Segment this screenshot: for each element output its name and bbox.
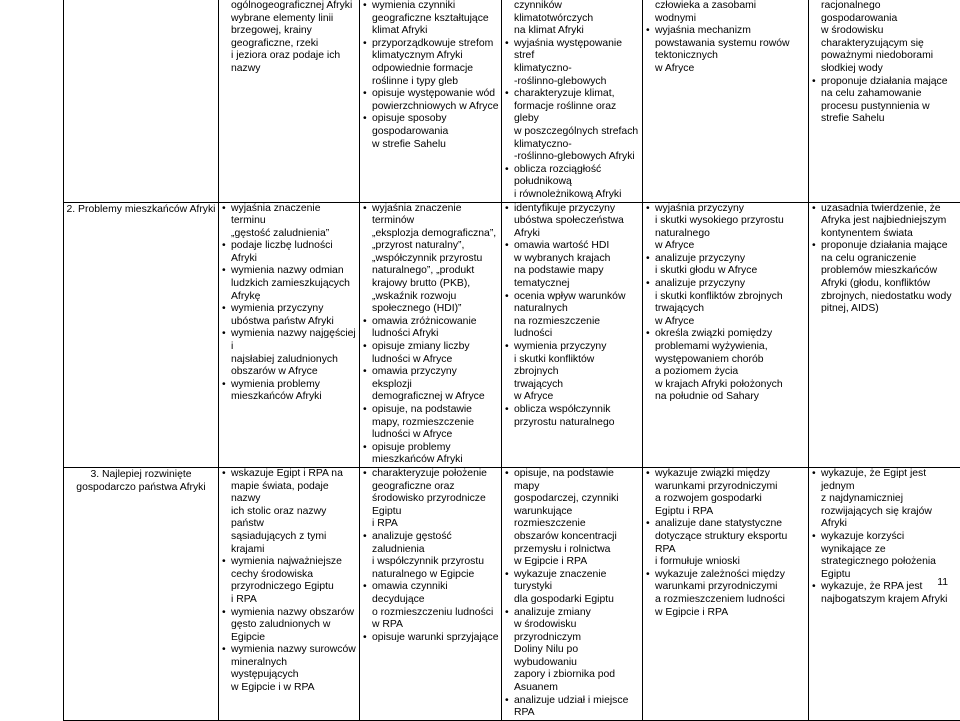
table-row: [64, 467, 960, 720]
list-item: -roślinno-glebowych Afryki: [504, 151, 640, 164]
list-item: • wymienia nazwy obszarów: [221, 607, 357, 620]
requirement-cell: [360, 467, 502, 720]
list-item: • wymienia najważniejsze: [221, 556, 357, 569]
list-item: procesu pustynnienia w: [811, 101, 958, 114]
list-item: ludności w Afryce: [362, 354, 499, 367]
list-item: problemami wyżywienia,: [645, 341, 806, 354]
list-item: mineralnych występujących: [221, 657, 357, 682]
list-item: „współczynnik przyrostu: [362, 253, 499, 266]
list-item: pitnej, AIDS): [811, 303, 958, 316]
list-item: w strefie Sahelu: [362, 139, 499, 152]
list-item: Asuanem: [504, 682, 640, 695]
list-item: formacje roślinne oraz gleby: [504, 101, 640, 126]
list-item: • proponuje działania mające: [811, 240, 958, 253]
list-item: i RPA: [362, 518, 499, 531]
requirement-cell: [643, 467, 809, 720]
list-item: i skutki wysokiego przyrostu: [645, 215, 806, 228]
list-item: naturalnego: [645, 228, 806, 241]
list-item: trwających: [645, 303, 806, 316]
list-item: problemów mieszkańców: [811, 265, 958, 278]
list-item: • oblicza rozciągłość: [504, 164, 640, 177]
list-item: strategicznego położenia: [811, 556, 958, 569]
list-item: • opisuje, na podstawie: [362, 404, 499, 417]
list-item: i współczynnik przyrostu: [362, 556, 499, 569]
table-row: [64, 202, 960, 467]
list-item: środowisko przyrodnicze: [362, 493, 499, 506]
list-item: dla gospodarki Egiptu: [504, 594, 640, 607]
list-item: • proponuje działania mające: [811, 76, 958, 89]
list-item: południkową: [504, 176, 640, 189]
list-item: Doliny Nilu po wybudowaniu: [504, 644, 640, 669]
list-item: tektonicznych: [645, 50, 806, 63]
requirement-list: [362, 0, 499, 151]
list-item: a poziomem życia: [645, 366, 806, 379]
list-item: wybrane elementy linii: [221, 13, 357, 26]
list-item: „gęstość zaludnienia”: [221, 228, 357, 241]
list-item: „eksplozja demograficzna”,: [362, 228, 499, 241]
list-item: naturalnych: [504, 303, 640, 316]
list-item: • wymienia nazwy odmian: [221, 265, 357, 278]
list-item: • wyjaśnia znaczenie terminu: [221, 203, 357, 228]
list-item: cechy środowiska: [221, 569, 357, 582]
list-item: występowaniem chorób: [645, 354, 806, 367]
list-item: i formułuje wnioski: [645, 556, 806, 569]
list-item: gospodarowania: [811, 13, 958, 26]
list-item: • omawia zróżnicowanie: [362, 316, 499, 329]
list-item: warunkami przyrodniczymi: [645, 581, 806, 594]
requirement-cell: [219, 0, 360, 202]
list-item: • charakteryzuje klimat,: [504, 88, 640, 101]
list-item: • przyporządkowuje strefom: [362, 38, 499, 51]
list-item: zapory i zbiornika pod: [504, 669, 640, 682]
list-item: na rozmieszczenie ludności: [504, 316, 640, 341]
list-item: w Egipcie i RPA: [645, 607, 806, 620]
list-item: • omawia czynniki: [362, 581, 499, 594]
list-item: słodkiej wody: [811, 63, 958, 76]
list-item: sąsiadujących z tymi krajami: [221, 531, 357, 556]
list-item: i RPA: [221, 594, 357, 607]
list-item: charakteryzującym się: [811, 38, 958, 51]
list-item: • wyjaśnia przyczyny: [645, 203, 806, 216]
requirement-cell: [502, 0, 643, 202]
list-item: naturalnego w Egipcie: [362, 569, 499, 582]
list-item: • wymienia problemy: [221, 379, 357, 392]
list-item: • wykazuje związki między: [645, 468, 806, 481]
list-item: • wyjaśnia występowanie stref: [504, 38, 640, 63]
list-item: gospodarowania: [362, 126, 499, 139]
list-item: na celu ograniczenie: [811, 253, 958, 266]
list-item: • opisuje, na podstawie mapy: [504, 468, 640, 493]
list-item: poważnymi niedoborami: [811, 50, 958, 63]
list-item: w Afryce: [504, 391, 640, 404]
table-row: [64, 0, 960, 202]
list-item: mieszkańców Afryki: [221, 391, 357, 404]
list-item: wynikające ze: [811, 544, 958, 557]
list-item: • analizuje gęstość: [362, 531, 499, 544]
requirement-list: [362, 468, 499, 644]
list-item: obszarów koncentracji: [504, 531, 640, 544]
topic-cell: [64, 0, 219, 202]
list-item: i skutki głodu w Afryce: [645, 265, 806, 278]
list-item: brzegowej, krainy: [221, 25, 357, 38]
list-item: Egiptu i RPA: [645, 506, 806, 519]
list-item: strefie Sahelu: [811, 113, 958, 126]
list-item: gospodarczej, czynniki: [504, 493, 640, 506]
requirement-list: [811, 203, 958, 316]
list-item: przemysłu i rolnictwa: [504, 544, 640, 557]
list-item: • opisuje sposoby: [362, 113, 499, 126]
list-item: ubóstwa państw Afryki: [221, 316, 357, 329]
list-item: w wybranych krajach: [504, 253, 640, 266]
list-item: RPA: [645, 544, 806, 557]
list-item: Afryki (głodu, konfliktów: [811, 278, 958, 291]
list-item: • omawia przyczyny eksplozji: [362, 366, 499, 391]
list-item: z najdynamiczniej: [811, 493, 958, 506]
list-item: na podstawie mapy: [504, 265, 640, 278]
list-item: • uzasadnia twierdzenie, że: [811, 203, 958, 216]
list-item: trwających: [504, 379, 640, 392]
list-item: • wyjaśnia znaczenie terminów: [362, 203, 499, 228]
list-item: • analizuje dane statystyczne: [645, 518, 806, 531]
list-item: w krajach Afryki położonych: [645, 379, 806, 392]
list-item: • wymienia przyczyny: [504, 341, 640, 354]
requirement-list: [645, 0, 806, 76]
list-item: racjonalnego: [811, 0, 958, 13]
list-item: geograficzne kształtujące: [362, 13, 499, 26]
list-item: klimatyczno-: [504, 63, 640, 76]
list-item: • analizuje zmiany: [504, 607, 640, 620]
requirement-cell: [360, 0, 502, 202]
requirement-list: [504, 203, 640, 430]
list-item: zaludnienia: [362, 544, 499, 557]
list-item: tematycznej: [504, 278, 640, 291]
list-item: i skutki konfliktów zbrojnych: [504, 354, 640, 379]
list-item: „wskaźnik rozwoju: [362, 291, 499, 304]
requirement-list: [504, 0, 640, 202]
requirement-cell: [502, 202, 643, 467]
list-item: krajowy brutto (PKB),: [362, 278, 499, 291]
list-item: człowieka a zasobami: [645, 0, 806, 13]
requirement-list: [645, 468, 806, 619]
requirement-cell: [809, 467, 960, 720]
list-item: kontynentem świata: [811, 228, 958, 241]
list-item: • wymienia nazwy najgęściej i: [221, 328, 357, 353]
list-item: w Afryce: [645, 316, 806, 329]
requirement-list: [362, 203, 499, 467]
requirement-cell: [809, 0, 960, 202]
list-item: Egipcie: [221, 632, 357, 645]
requirements-table: [63, 0, 960, 721]
list-item: o rozmieszczeniu ludności: [362, 607, 499, 620]
list-item: w Afryce: [645, 240, 806, 253]
list-item: • wykazuje, że RPA jest: [811, 581, 958, 594]
list-item: Afrykę: [221, 291, 357, 304]
list-item: • oblicza współczynnik: [504, 404, 640, 417]
list-item: a rozwojem gospodarki: [645, 493, 806, 506]
list-item: i jeziora oraz podaje ich: [221, 50, 357, 63]
list-item: • opisuje problemy: [362, 442, 499, 455]
list-item: przyrostu naturalnego: [504, 417, 640, 430]
list-item: • wykazuje, że Egipt jest: [811, 468, 958, 481]
requirement-list: [221, 203, 357, 405]
page-number: 11: [937, 577, 948, 590]
requirement-list: [504, 468, 640, 720]
list-item: gęsto zaludnionych w: [221, 619, 357, 632]
list-item: na celu zahamowanie: [811, 88, 958, 101]
requirement-cell: [219, 202, 360, 467]
list-item: • charakteryzuje położenie: [362, 468, 499, 481]
list-item: klimatyczno-: [504, 139, 640, 152]
list-item: • opisuje zmiany liczby: [362, 341, 499, 354]
topic-cell: [64, 202, 219, 467]
requirement-list: [811, 0, 958, 126]
topic-cell: [64, 467, 219, 720]
list-item: i równoleżnikową Afryki: [504, 189, 640, 202]
list-item: • identyfikuje przyczyny: [504, 203, 640, 216]
list-item: w Afryce: [645, 63, 806, 76]
requirement-cell: [643, 202, 809, 467]
list-item: Egiptu: [362, 506, 499, 519]
list-item: na południe od Sahary: [645, 391, 806, 404]
list-item: przyrodniczego Egiptu: [221, 581, 357, 594]
list-item: ludności Afryki: [362, 328, 499, 341]
list-item: i skutki konfliktów zbrojnych: [645, 291, 806, 304]
list-item: rozwijających się krajów: [811, 506, 958, 519]
list-item: jednym: [811, 481, 958, 494]
list-item: obszarów w Afryce: [221, 366, 357, 379]
requirement-cell: [502, 467, 643, 720]
list-item: geograficzne, rzeki: [221, 38, 357, 51]
list-item: klimat Afryki: [362, 25, 499, 38]
list-item: Afryki: [811, 518, 958, 531]
list-item: Egiptu: [811, 569, 958, 582]
list-item: geograficzne oraz: [362, 481, 499, 494]
list-item: mapy, rozmieszczenie: [362, 417, 499, 430]
list-item: mieszkańców Afryki: [362, 454, 499, 467]
list-item: • opisuje warunki sprzyjające: [362, 632, 499, 645]
list-item: • wymienia nazwy surowców: [221, 644, 357, 657]
list-item: w środowisku: [811, 25, 958, 38]
list-item: dotyczące struktury eksportu: [645, 531, 806, 544]
topic-title: 3. Najlepiej rozwinięte gospodarczo państwa Afryki: [66, 468, 216, 494]
list-item: warunkami przyrodniczymi: [645, 481, 806, 494]
list-item: odpowiednie formacje: [362, 63, 499, 76]
list-item: najbogatszym krajem Afryki: [811, 594, 958, 607]
list-item: klimatycznym Afryki: [362, 50, 499, 63]
list-item: • ocenia wpływ warunków: [504, 291, 640, 304]
list-item: na klimat Afryki: [504, 25, 640, 38]
list-item: roślinne i typy gleb: [362, 76, 499, 89]
list-item: • omawia wartość HDI: [504, 240, 640, 253]
list-item: demograficznej w Afryce: [362, 391, 499, 404]
requirement-cell: [360, 202, 502, 467]
list-item: najsłabiej zaludnionych: [221, 354, 357, 367]
requirement-list: [221, 0, 357, 76]
list-item: w Egipcie i RPA: [504, 556, 640, 569]
list-item: w Egipcie i w RPA: [221, 682, 357, 695]
list-item: powierzchniowych w Afryce: [362, 101, 499, 114]
list-item: a rozmieszczeniem ludności: [645, 594, 806, 607]
list-item: zbrojnych, niedostatku wody: [811, 291, 958, 304]
list-item: wodnymi: [645, 13, 806, 26]
list-item: naturalnego”, „produkt: [362, 265, 499, 278]
list-item: nazwy: [221, 63, 357, 76]
requirement-list: [221, 468, 357, 695]
list-item: • wskazuje Egipt i RPA na: [221, 468, 357, 481]
list-item: • wyjaśnia mechanizm: [645, 25, 806, 38]
list-item: ludności w Afryce: [362, 429, 499, 442]
list-item: warunkujące rozmieszczenie: [504, 506, 640, 531]
list-item: czynników klimatotwórczych: [504, 0, 640, 25]
requirement-list: [645, 203, 806, 405]
list-item: ubóstwa społeczeństwa Afryki: [504, 215, 640, 240]
list-item: • analizuje udział i miejsce RPA: [504, 695, 640, 720]
list-item: „przyrost naturalny”,: [362, 240, 499, 253]
list-item: • opisuje występowanie wód: [362, 88, 499, 101]
list-item: decydujące: [362, 594, 499, 607]
list-item: Afryka jest najbiedniejszym: [811, 215, 958, 228]
list-item: • wykazuje zależności między: [645, 569, 806, 582]
list-item: • określa związki pomiędzy: [645, 328, 806, 341]
list-item: ich stolic oraz nazwy państw: [221, 506, 357, 531]
list-item: mapie świata, podaje nazwy: [221, 481, 357, 506]
list-item: • podaje liczbę ludności Afryki: [221, 240, 357, 265]
requirement-list: [811, 468, 958, 607]
list-item: • wykazuje korzyści: [811, 531, 958, 544]
list-item: ogólnogeograficznej Afryki: [221, 0, 357, 13]
list-item: powstawania systemu rowów: [645, 38, 806, 51]
list-item: • wymienia przyczyny: [221, 303, 357, 316]
requirement-cell: [219, 467, 360, 720]
topic-title: 2. Problemy mieszkańców Afryki: [66, 203, 216, 217]
requirement-cell: [643, 0, 809, 202]
list-item: w środowisku przyrodniczym: [504, 619, 640, 644]
list-item: • analizuje przyczyny: [645, 278, 806, 291]
list-item: w poszczególnych strefach: [504, 126, 640, 139]
list-item: -roślinno-glebowych: [504, 76, 640, 89]
list-item: • analizuje przyczyny: [645, 253, 806, 266]
requirement-cell: [809, 202, 960, 467]
list-item: ludzkich zamieszkujących: [221, 278, 357, 291]
list-item: społecznego (HDI)”: [362, 303, 499, 316]
list-item: • wymienia czynniki: [362, 0, 499, 13]
list-item: • wykazuje znaczenie turystyki: [504, 569, 640, 594]
list-item: w RPA: [362, 619, 499, 632]
